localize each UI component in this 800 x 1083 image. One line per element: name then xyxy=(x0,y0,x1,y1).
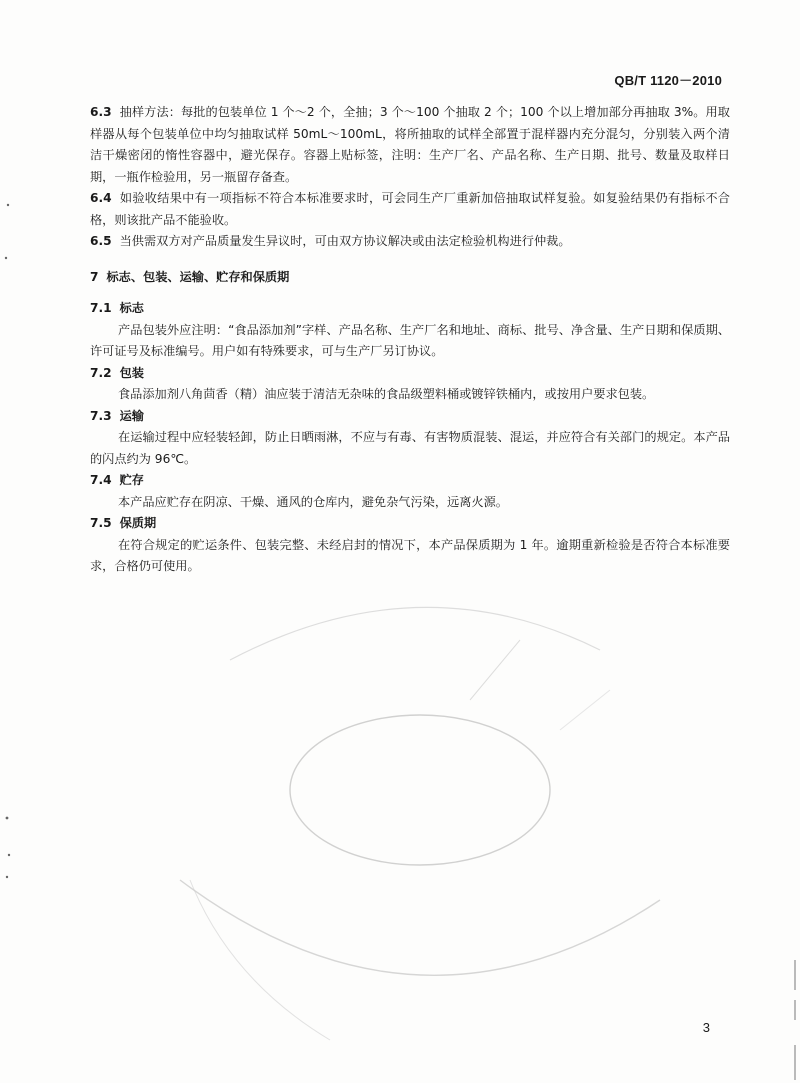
clause-title: 运输 xyxy=(119,408,144,423)
clause-7-4-text: 本产品应贮存在阴凉、干燥、通风的仓库内，避免杂气污染，远离火源。 xyxy=(118,494,508,509)
clause-number: 6.5 xyxy=(90,234,112,248)
clause-7-3-text: 在运输过程中应轻装轻卸，防止日晒雨淋，不应与有毒、有害物质混装、混运，并应符合有关部门的规定。本产品的闪点约为 96℃。 xyxy=(90,430,730,466)
clause-number: 7.5 xyxy=(90,516,112,530)
clause-text: 抽样方法：每批的包装单位 1 个～2 个，全抽；3 个～100 个抽取 2 个；100 个以上增加部分再抽取 3%。用取样器从每个包装单位中均匀抽取试样 50mL～100mL，将所抽取的试样全部置于混样器内充分混匀，分别装入两个清洁干燥密闭的惰性容器中，避光保存。容器上贴标签，注明：生产厂名、产品名称、生产日期、批号、数量及取样日期，一瓶作检验用，另一瓶留存备查。 xyxy=(90,105,730,184)
clause-number: 6.4 xyxy=(90,191,112,205)
clause-number: 7.4 xyxy=(90,473,112,487)
page-number: 3 xyxy=(702,1020,710,1035)
clause-number: 7.3 xyxy=(90,408,112,423)
section-title: 标志、包装、运输、贮存和保质期 xyxy=(106,269,290,284)
clause-text: 当供需双方对产品质量发生异议时，可由双方协议解决或由法定检验机构进行仲裁。 xyxy=(119,234,571,248)
clause-title: 保质期 xyxy=(119,516,157,530)
clause-number: 7.1 xyxy=(90,301,112,315)
clause-text: 如验收结果中有一项指标不符合本标准要求时，可会同生产厂重新加倍抽取试样复验。如复验结果仍有指标不合格，则该批产品不能验收。 xyxy=(90,191,730,227)
clause-7-1-text: 产品包装外应注明：“食品添加剂”字样、产品名称、生产厂名和地址、商标、批号、净含量、生产日期和保质期、许可证号及标准编号。用户如有特殊要求，可与生产厂另订协议。 xyxy=(90,322,730,358)
clause-6-4 xyxy=(90,188,730,231)
clause-7-5-text: 在符合规定的贮运条件、包装完整、未经启封的情况下，本产品保质期为 1 年。逾期重新检验是否符合本标准要求，合格仍可使用。 xyxy=(90,537,730,573)
section-number: 7 xyxy=(90,269,99,284)
clause-title: 标志 xyxy=(119,301,144,315)
clause-number: 7.2 xyxy=(90,365,112,380)
clause-7-2-text: 食品添加剂八角茴香（精）油应装于清洁无杂味的食品级塑料桶或镀锌铁桶内，或按用户要求包装。 xyxy=(118,387,655,401)
clause-7-2-heading xyxy=(90,363,730,385)
document-body xyxy=(90,102,730,578)
standard-code: QB/T 1120－2010 xyxy=(614,73,722,88)
clause-number: 6.3 xyxy=(90,105,112,119)
clause-6-5 xyxy=(90,231,730,253)
clause-7-4-heading xyxy=(90,470,730,492)
clause-title: 贮存 xyxy=(119,473,144,487)
clause-6-3 xyxy=(90,102,730,188)
section-7-heading xyxy=(90,267,730,289)
clause-7-5-heading xyxy=(90,513,730,535)
clause-7-1-heading xyxy=(90,298,730,320)
clause-7-3-heading xyxy=(90,406,730,428)
clause-title: 包装 xyxy=(119,365,144,380)
